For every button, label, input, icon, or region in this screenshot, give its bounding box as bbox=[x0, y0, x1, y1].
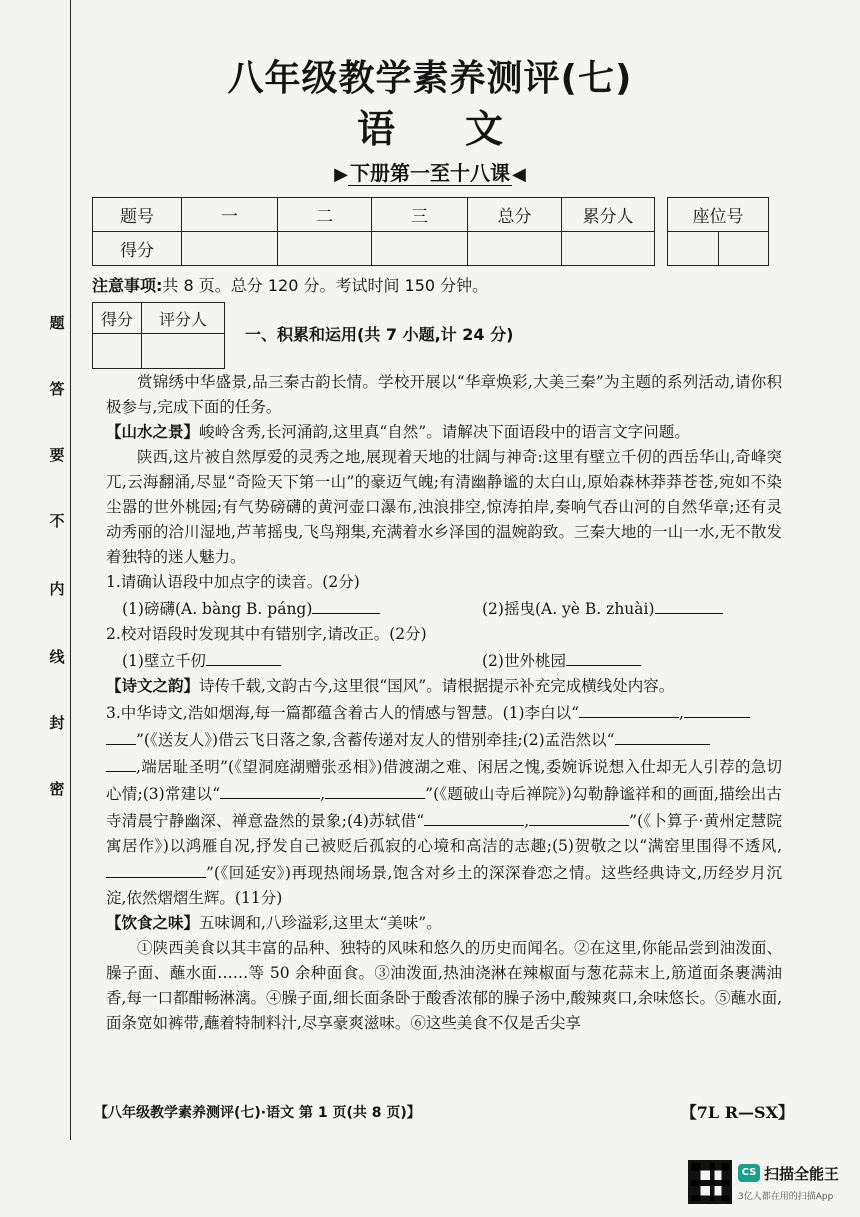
answer-blank[interactable] bbox=[220, 780, 320, 799]
score-table bbox=[92, 197, 655, 266]
score-header-cell: 累分人 bbox=[562, 198, 655, 232]
score-header-cell: 总分 bbox=[468, 198, 562, 232]
notice-label: 注意事项: bbox=[92, 276, 163, 295]
part1-text: 峻岭含秀,长河涌韵,这里真“自然”。请解决下面语段中的语言文字问题。 bbox=[199, 423, 690, 441]
question-3: 3.中华诗文,浩如烟海,每一篇都蕴含着古人的情感与智慧。(1)李白以“ , ”(《送友人》)借云飞日落之象,含蓄传递对友人的惜别牵挂;(2)孟浩然以“ ,端居耻圣明”(《望洞庭湖赠张丞相》)借渡湖之难、闲居之愧,委婉诉说想入仕却无人引荐的急切心情;(3)常建以“ , ”(《题破山寺后禅院》)勾勒静谧祥和的画面,描绘出古寺清晨宁静幽深、禅意盎然的景象;(4)苏轼借“ , ”(《卜算子·黄州定慧院寓居作》)以鸿雁自况,抒发自己被贬后孤寂的心境和高洁的志趣;(5)贺敬之以“满窑里围得不透风,”(《回延安》)再现热闹场景,饱含对乡土的深深眷恋之情。这些经典诗文,历经岁月沉淀,依然熠熠生辉。(11分) bbox=[106, 699, 782, 911]
footer-code: 【7L R—SX】 bbox=[680, 1103, 794, 1122]
binding-char-7: 封 bbox=[49, 714, 65, 732]
binding-char-4: 不 bbox=[49, 512, 65, 530]
grader-table bbox=[92, 302, 225, 369]
answer-blank[interactable] bbox=[206, 647, 281, 666]
binding-char-2: 答 bbox=[49, 380, 65, 398]
answer-blank[interactable] bbox=[106, 753, 136, 772]
binding-char-6: 线 bbox=[49, 648, 65, 666]
answer-blank[interactable] bbox=[529, 807, 629, 826]
exam-title: 八年级教学素养测评(七) bbox=[227, 58, 633, 99]
notice bbox=[92, 273, 488, 296]
q3-text: ”(《回延安》)再现热闹场景,饱含对乡土的深深眷恋之情。这些经典诗文,历经岁月沉淀,依然熠熠生辉。(11分) bbox=[106, 864, 782, 907]
part3-tag: 【饮食之味】 bbox=[106, 914, 200, 932]
binding-char-8: 密 bbox=[49, 780, 65, 798]
answer-blank[interactable] bbox=[684, 699, 750, 718]
section-heading: 一、积累和运用(共 7 小题,计 24 分) bbox=[245, 325, 514, 344]
question-body bbox=[106, 370, 782, 1036]
part1-line bbox=[106, 420, 782, 445]
grader-score-cell[interactable] bbox=[93, 334, 142, 369]
q3-text: ”(《卜算子·黄州定慧院寓居作》)以鸿雁自况,抒发自己被贬后孤寂的心境和高洁的志趣;(5)贺敬之以“满窑里围得不透风, bbox=[106, 812, 782, 855]
score-cell[interactable] bbox=[372, 232, 468, 266]
grader-name-cell[interactable] bbox=[142, 334, 225, 369]
part3-text: 五味调和,八珍溢彩,这里太“美味”。 bbox=[199, 914, 442, 932]
qr-code-icon bbox=[688, 1160, 732, 1204]
grader-name-label: 评分人 bbox=[142, 303, 225, 334]
page-footer bbox=[94, 1102, 794, 1122]
seat-cell[interactable] bbox=[718, 232, 769, 266]
binding-char-5: 内 bbox=[49, 580, 65, 598]
answer-blank[interactable] bbox=[579, 699, 679, 718]
score-cell[interactable] bbox=[562, 232, 655, 266]
q3-text: ”(《题破山寺后禅院》)勾勒静谧祥和的画面,描绘出古寺清晨宁静幽深、禅意盎然的景象;(4)苏轼借“ bbox=[106, 785, 782, 830]
answer-blank[interactable] bbox=[424, 807, 524, 826]
score-header-cell: 题号 bbox=[93, 198, 182, 232]
exam-subject: 语文 bbox=[356, 107, 573, 151]
triangle-left-icon: ◀ bbox=[512, 164, 526, 185]
answer-blank[interactable] bbox=[655, 595, 723, 614]
score-header-cell: 三 bbox=[372, 198, 468, 232]
seat-label: 座位号 bbox=[668, 198, 769, 232]
answer-blank[interactable] bbox=[106, 859, 206, 878]
grader-score-label: 得分 bbox=[93, 303, 142, 334]
score-cell[interactable] bbox=[278, 232, 372, 266]
score-row-label: 得分 bbox=[93, 232, 182, 266]
triangle-right-icon: ▶ bbox=[334, 164, 348, 185]
score-header-cell: 二 bbox=[278, 198, 372, 232]
intro-paragraph: 赏锦绣中华盛景,品三秦古韵长情。学校开展以“华章焕彩,大美三秦”为主题的系列活动,请你积极参与,完成下面的任务。 bbox=[106, 373, 782, 416]
part1-tag: 【山水之景】 bbox=[106, 423, 200, 441]
scanner-tagline: 3亿人都在用的扫描App bbox=[738, 1192, 834, 1202]
q1-option-b: (2)摇曳(A. yè B. zhuài) bbox=[482, 600, 655, 618]
part2-text: 诗传千载,文韵古今,这里很“国风”。请根据提示补充完成横线处内容。 bbox=[199, 677, 675, 695]
question-2: 2.校对语段时发现其中有错别字,请改正。(2分) bbox=[106, 625, 427, 643]
score-cell[interactable] bbox=[182, 232, 278, 266]
seat-cell[interactable] bbox=[668, 232, 719, 266]
seat-table bbox=[667, 197, 769, 266]
part3-line bbox=[106, 911, 782, 936]
passage-paragraph: 陕西,这片被自然厚爱的灵秀之地,展现着天地的壮阔与神奇:这里有壁立千仞的西岳华山,奇峰突兀,云海翻涌,尽显“奇险天下第一山”的豪迈气魄;有清幽静谧的太白山,原始森林莽莽苍苍,宛如不染尘嚣的世外桃园;有气势磅礴的黄河壶口瀑布,浊浪排空,惊涛拍岸,奏响气吞山河的自然华章;还有灵动秀丽的洽川湿地,芦苇摇曳,飞鸟翔集,充满着水乡泽国的温婉韵致。三秦大地的一山一水,无不散发着独特的迷人魅力。 bbox=[106, 448, 782, 566]
answer-blank[interactable] bbox=[325, 780, 425, 799]
q2-item-a: (1)壁立千仞 bbox=[122, 652, 206, 670]
binding-char-3: 要 bbox=[49, 446, 65, 464]
part2-tag: 【诗文之韵】 bbox=[106, 677, 200, 695]
q1-option-a: (1)磅礴(A. bàng B. páng) bbox=[122, 600, 313, 618]
q3-text: ”(《送友人》)借云飞日落之象,含蓄传递对友人的惜别牵挂;(2)孟浩然以“ bbox=[136, 731, 615, 749]
binding-char-1: 题 bbox=[49, 314, 65, 332]
question-1: 1.请确认语段中加点字的读音。(2分) bbox=[106, 573, 360, 591]
answer-blank[interactable] bbox=[615, 726, 710, 745]
q3-text: ,端居耻圣明”(《望洞庭湖赠张丞相》)借渡湖之难、闲居之愧,委婉诉说想入仕却无人引荐的急切心情;(3)常建以“ bbox=[106, 758, 782, 803]
scope-text: 下册第一至十八课 bbox=[350, 161, 510, 185]
exam-scope bbox=[0, 157, 860, 186]
answer-blank[interactable] bbox=[106, 726, 136, 745]
q3-text: 3.中华诗文,浩如烟海,每一篇都蕴含着古人的情感与智慧。(1)李白以“ bbox=[106, 704, 580, 722]
part2-line bbox=[106, 674, 782, 699]
answer-blank[interactable] bbox=[312, 595, 380, 614]
score-header-cell: 一 bbox=[182, 198, 278, 232]
food-paragraph: ①陕西美食以其丰富的品种、独特的风味和悠久的历史而闻名。②在这里,你能品尝到油泼面、臊子面、蘸水面……等 50 余种面食。③油泼面,热油浇淋在辣椒面与葱花蒜末上,筋道面条裹满油香,每一口都酣畅淋漓。④臊子面,细长面条卧于酸香浓郁的臊子汤中,酸辣爽口,余味悠长。⑤蘸水面,面条宽如裤带,蘸着特制料汁,尽享豪爽滋味。⑥这些美食不仅是舌尖享 bbox=[106, 939, 782, 1032]
answer-blank[interactable] bbox=[566, 647, 641, 666]
question-1-options bbox=[106, 595, 782, 622]
notice-text: 共 8 页。总分 120 分。考试时间 150 分钟。 bbox=[162, 276, 489, 295]
question-2-options bbox=[106, 647, 782, 674]
footer-left: 【八年级教学素养测评(七)·语文 第 1 页(共 8 页)】 bbox=[94, 1105, 421, 1121]
scanner-app-name: 扫描全能王 bbox=[764, 1165, 840, 1183]
camscanner-logo-icon: CS bbox=[738, 1164, 760, 1182]
q2-item-b: (2)世外桃园 bbox=[482, 652, 566, 670]
score-cell[interactable] bbox=[468, 232, 562, 266]
